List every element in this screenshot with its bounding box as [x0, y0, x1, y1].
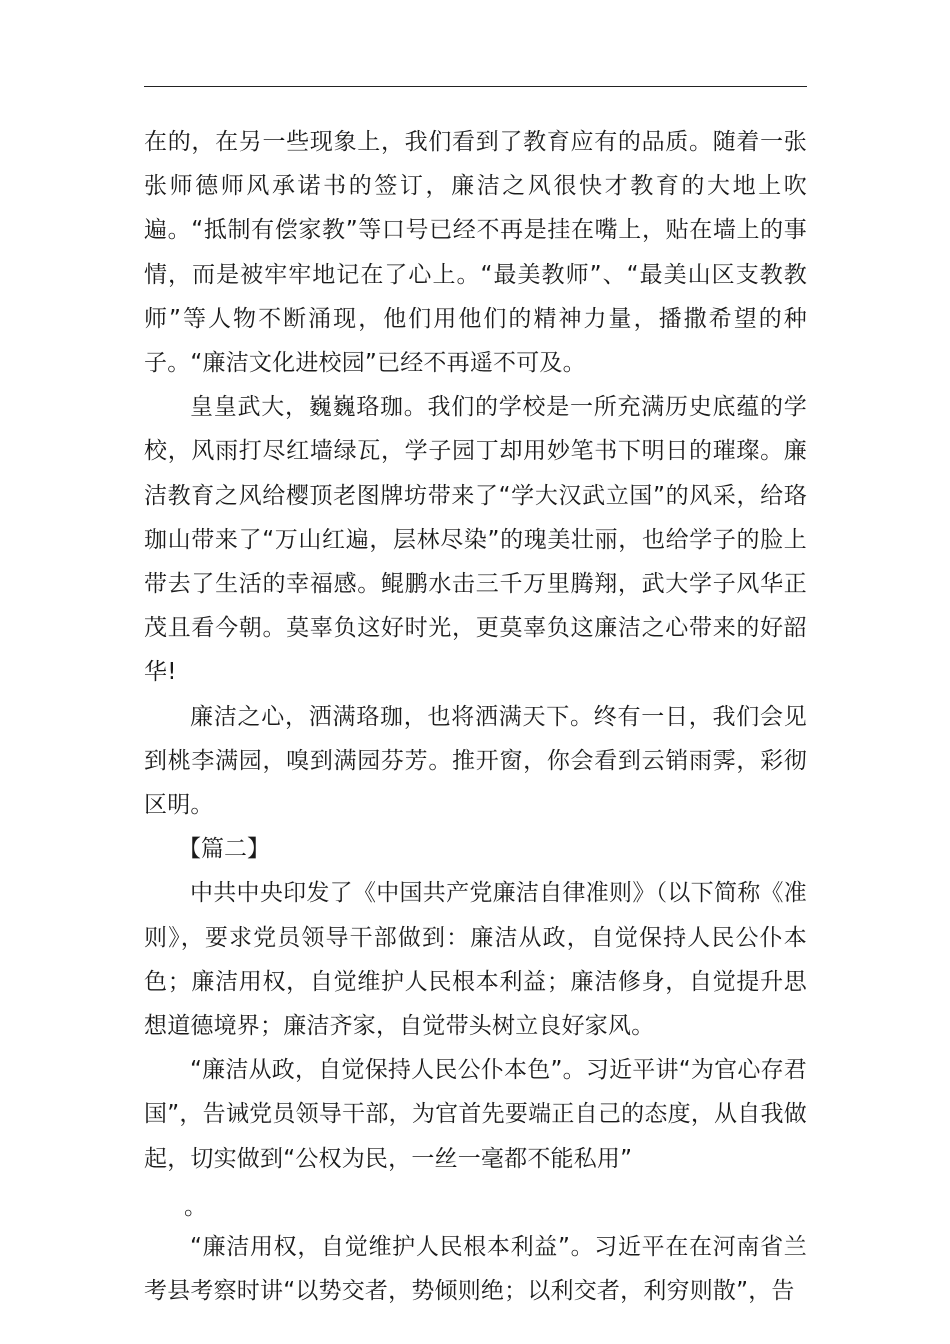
paragraph: 中共中央印发了《中国共产党廉洁自律准则》（以下简称《准则》，要求党员领导干部做到：廉洁从政，自觉保持人民公仆本色；廉洁用权，自觉维护人民根本利益；廉洁修身，自觉提升思想道德境界；廉洁齐家，自觉带头树立良好家风。 [144, 880, 807, 1040]
header-rule [144, 86, 807, 87]
paragraph: “廉洁用权，自觉维护人民根本利益”。习近平在在河南省兰考县考察时讲“以势交者，势倾则绝；以利交者，利穷则散”，告 [144, 1233, 807, 1305]
document-body [144, 120, 807, 1313]
paragraph: 廉洁之心，洒满珞珈，也将洒满天下。终有一日，我们会见到桃李满园，嗅到满园芬芳。推开窗，你会看到云销雨霁，彩彻区明。 [144, 703, 807, 819]
stray-punctuation [144, 1181, 807, 1225]
paragraph: “廉洁从政，自觉保持人民公仆本色”。习近平讲“为官心存君国”，告诫党员领导干部，为官首先要端正自己的态度，从自我做起，切实做到“公权为民，一丝一毫都不能私用” [144, 1057, 807, 1172]
paragraph: 皇皇武大，巍巍珞珈。我们的学校是一所充满历史底蕴的学校，风雨打尽红墙绿瓦，学子园丁却用妙笔书下明日的璀璨。廉洁教育之风给樱顶老图牌坊带来了“学大汉武立国”的风采，给珞珈山带来了“万山红遍，层林尽染”的瑰美壮丽，也给学子的脸上带去了生活的幸福感。鲲鹏水击三千万里腾翔，武大学子风华正茂且看今朝。莫辜负这好时光，更莫辜负这廉洁之心带来的好韶华! [144, 394, 807, 686]
section-heading: 【篇二】 [178, 836, 270, 863]
paragraph: 在的，在另一些现象上，我们看到了教育应有的品质。随着一张张师德师风承诺书的签订，廉洁之风很快才教育的大地上吹遍。“抵制有偿家教”等口号已经不再是挂在嘴上，贴在墙上的事情，而是被牢牢地记在了心上。“最美教师”、“最美山区支教教师”等人物不断涌现，他们用他们的精神力量，播撒希望的种子。“廉洁文化进校园”已经不再遥不可及。 [144, 129, 807, 377]
stray-period-text: 。 [184, 1193, 207, 1220]
